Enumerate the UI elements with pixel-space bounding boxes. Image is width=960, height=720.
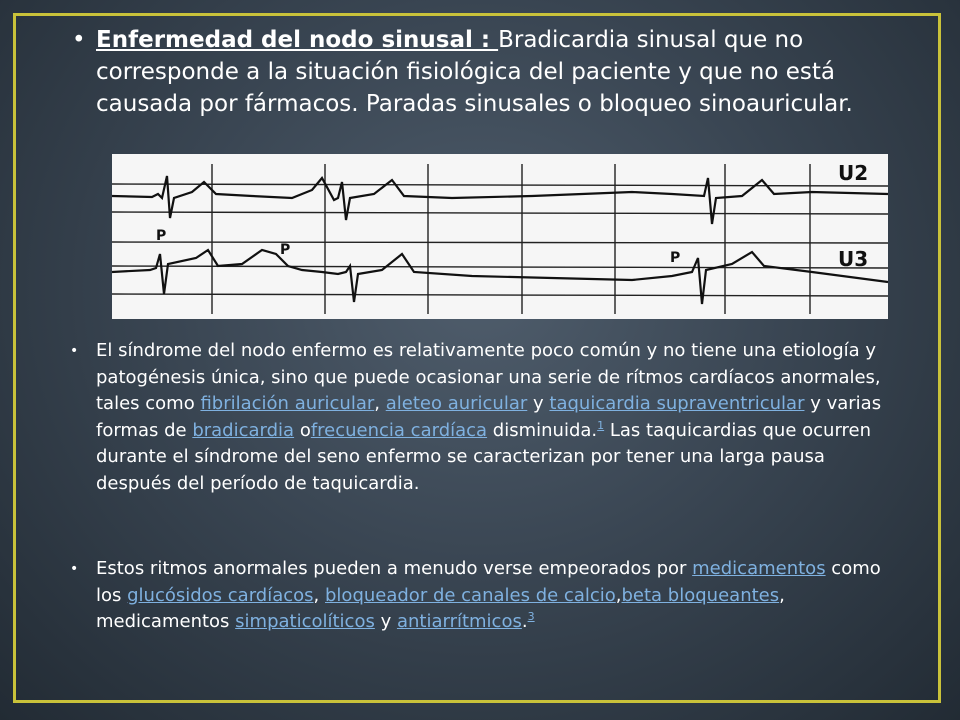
text-run: , — [615, 584, 622, 606]
text-run: y — [374, 611, 397, 632]
link-bradicardia[interactable]: bradicardia — [192, 419, 295, 441]
text-run: , medicamentos — [96, 584, 785, 632]
bullet-medications — [70, 556, 885, 636]
link-frecuencia-cardiaca[interactable]: frecuencia cardíaca — [310, 419, 488, 441]
ecg-strip-image — [112, 154, 888, 319]
link-taquicardia-supraventricular[interactable]: taquicardia supraventricular — [549, 393, 805, 414]
ecg-p-label: P — [156, 228, 167, 244]
bullet-sinus-node-disease — [72, 24, 892, 120]
text-run: , — [313, 584, 325, 606]
ecg-lead-label-bottom: U3 — [838, 247, 869, 271]
link-fibrilacion-auricular[interactable]: fibrilación auricular — [200, 393, 375, 414]
bullet-heading: Enfermedad del nodo sinusal : — [96, 27, 499, 53]
link-aleteo-auricular[interactable]: aleteo auricular — [385, 393, 528, 414]
footnote-link-1[interactable]: 1 — [597, 418, 605, 432]
text-run: y — [527, 393, 550, 414]
ecg-p-label: P — [670, 250, 681, 266]
bullet-marker: • — [70, 343, 79, 359]
link-simpaticoliticos[interactable]: simpaticolíticos — [235, 611, 375, 632]
link-bloqueador-canales-calcio[interactable]: bloqueador de canales de calcio — [325, 584, 616, 606]
bullet-sick-sinus-syndrome — [70, 338, 885, 497]
link-glucosidos-cardiacos[interactable]: glucósidos cardíacos — [127, 584, 314, 606]
text-run: , — [374, 393, 386, 414]
footnote-link-3[interactable]: 3 — [527, 610, 535, 623]
link-beta-bloqueantes[interactable]: beta bloqueantes — [621, 584, 780, 606]
bullet-marker: • — [70, 561, 79, 577]
ecg-p-label: P — [280, 242, 291, 258]
bullet-text — [96, 24, 892, 120]
text-run: como los — [96, 558, 881, 606]
text-run: Estos ritmos anormales pueden a menudo verse empeorados por — [96, 558, 693, 579]
text-run: disminuida. — [487, 419, 598, 441]
ecg-lead-label-top: U2 — [838, 161, 869, 185]
link-medicamentos[interactable]: medicamentos — [692, 558, 826, 579]
bullet-body: Bradicardia sinusal que no corresponde a la situación fisiológica del paciente y que no está causada por fármacos. Paradas sinusales o bloqueo sinoauricular. — [96, 27, 853, 117]
text-run: El síndrome del nodo enfermo es relativamente poco común y no tiene una etiología y patogénesis única, sino que puede ocasionar una serie de rítmos cardíacos anormales, tales como — [96, 340, 881, 414]
ecg-strip-svg — [112, 154, 888, 319]
link-antiarritmicos[interactable]: antiarrítmicos — [396, 611, 522, 632]
bullet-text — [96, 338, 885, 497]
bullet-text — [96, 556, 885, 636]
text-run: o — [294, 419, 311, 441]
text-run: Las taquicardias que ocurren durante el síndrome del seno enfermo se caracterizan por tener una larga pausa después del período de taquicardia. — [96, 419, 872, 494]
text-run: y varias formas de — [96, 393, 882, 441]
text-run: . — [521, 611, 528, 632]
bullet-marker: • — [72, 27, 86, 53]
